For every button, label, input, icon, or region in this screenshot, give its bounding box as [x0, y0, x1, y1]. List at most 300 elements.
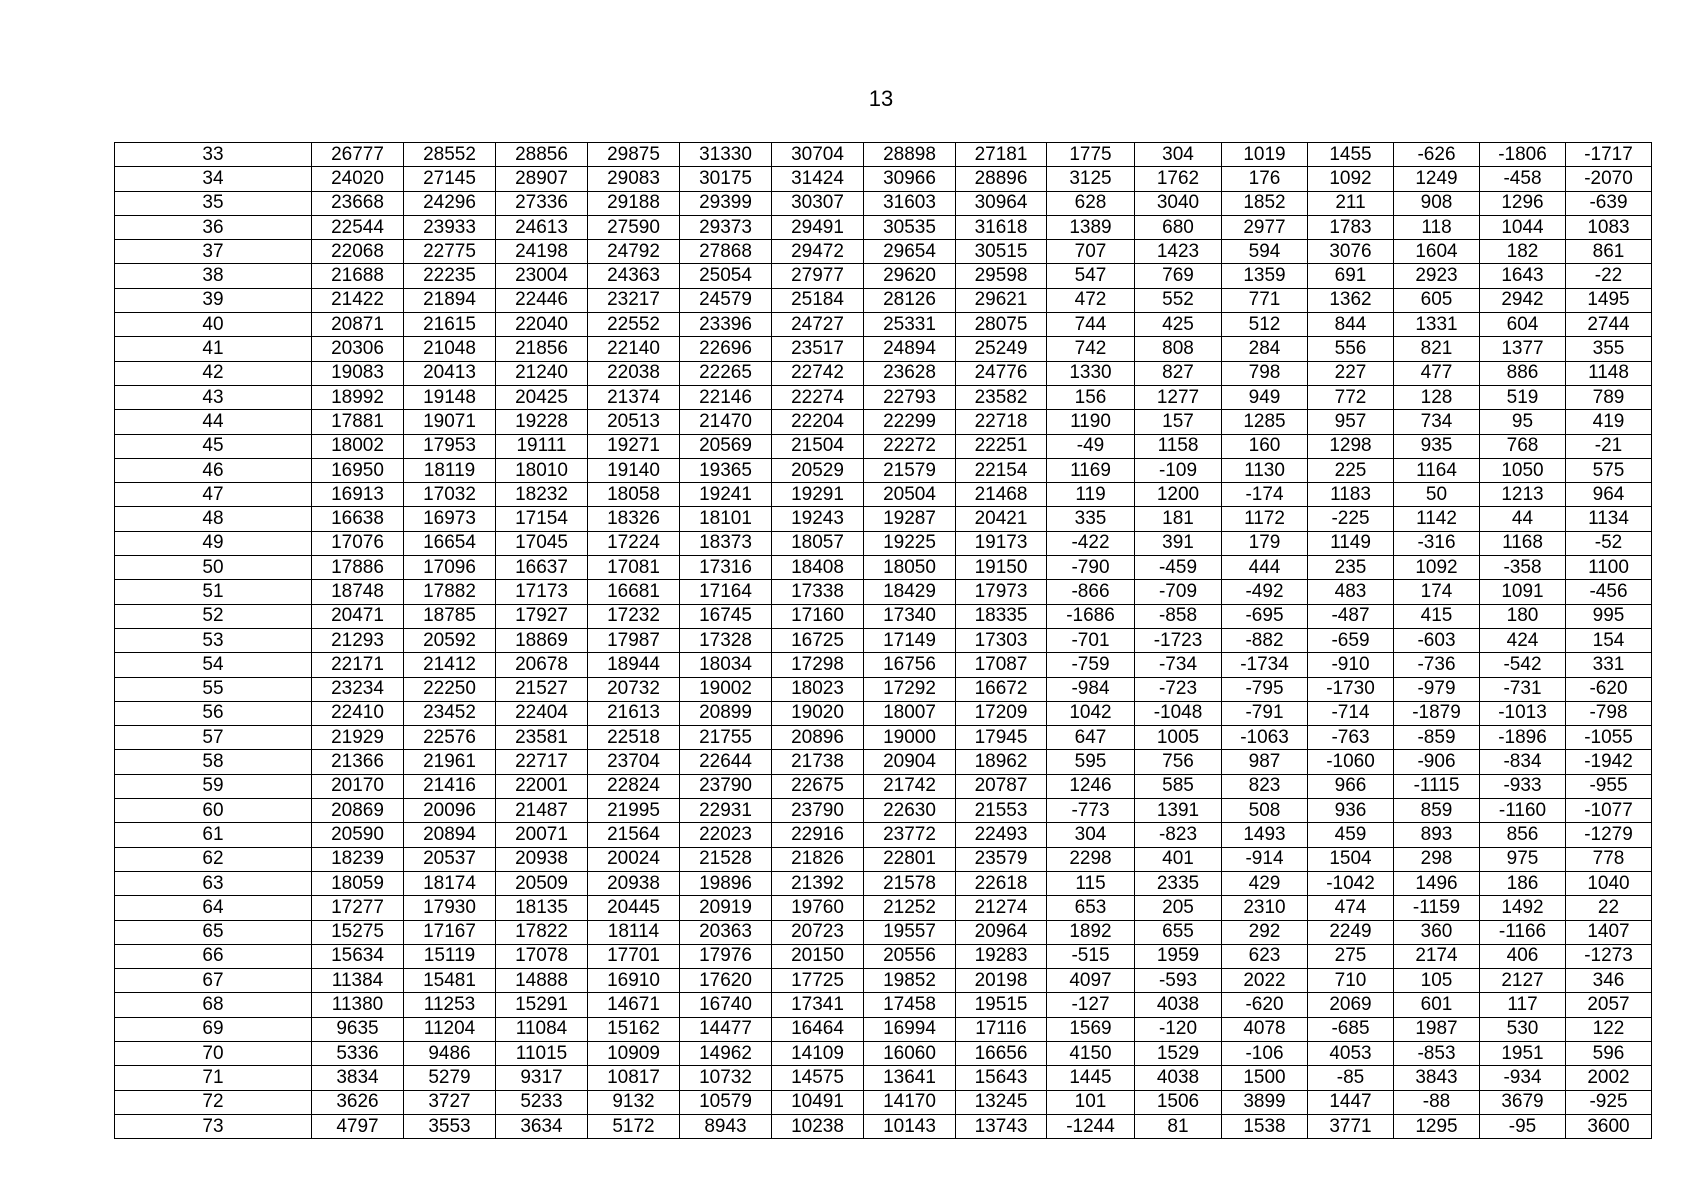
table-cell: -723	[1135, 677, 1222, 701]
row-index-cell: 47	[115, 483, 312, 507]
table-cell: 4150	[1047, 1041, 1135, 1065]
table-cell: 17303	[956, 628, 1047, 652]
table-cell: -790	[1047, 556, 1135, 580]
table-cell: 24198	[496, 240, 588, 264]
table-cell: 15634	[312, 944, 404, 968]
table-cell: -659	[1308, 628, 1394, 652]
table-cell: 798	[1222, 361, 1308, 385]
table-cell: 24020	[312, 167, 404, 191]
table-cell: 24894	[864, 337, 956, 361]
table-cell: 3843	[1394, 1066, 1480, 1090]
table-cell: 1496	[1394, 871, 1480, 895]
table-cell: 23217	[588, 288, 680, 312]
table-cell: 16994	[864, 1017, 956, 1041]
table-cell: 18174	[404, 871, 496, 895]
table-cell: 19111	[496, 434, 588, 458]
table-cell: 547	[1047, 264, 1135, 288]
table-cell: 118	[1394, 215, 1480, 239]
table-cell: -759	[1047, 653, 1135, 677]
table-cell: 22299	[864, 410, 956, 434]
table-cell: 16464	[772, 1017, 864, 1041]
table-cell: 22023	[680, 823, 772, 847]
table-cell: 14888	[496, 969, 588, 993]
row-index-cell: 62	[115, 847, 312, 871]
table-cell: 20919	[680, 896, 772, 920]
table-cell: 25184	[772, 288, 864, 312]
table-cell: 22717	[496, 750, 588, 774]
table-cell: 17341	[772, 993, 864, 1017]
table-cell: 4038	[1135, 1066, 1222, 1090]
table-cell: 18119	[404, 458, 496, 482]
table-cell: 21504	[772, 434, 864, 458]
table-cell: 20198	[956, 969, 1047, 993]
table-cell: 28898	[864, 143, 956, 167]
table-cell: -731	[1480, 677, 1566, 701]
table-cell: -22	[1566, 264, 1652, 288]
table-cell: 19148	[404, 385, 496, 409]
table-cell: -49	[1047, 434, 1135, 458]
table-cell: 21929	[312, 726, 404, 750]
table-cell: 115	[1047, 871, 1135, 895]
table-cell: 1050	[1480, 458, 1566, 482]
table-cell: -1160	[1480, 799, 1566, 823]
table-cell: 20871	[312, 313, 404, 337]
table-cell: 21470	[680, 410, 772, 434]
table-cell: 19760	[772, 896, 864, 920]
table-row	[115, 677, 1652, 701]
table-cell: 22001	[496, 774, 588, 798]
table-cell: 25054	[680, 264, 772, 288]
table-cell: 1445	[1047, 1066, 1135, 1090]
table-cell: 28907	[496, 167, 588, 191]
table-cell: 11380	[312, 993, 404, 1017]
table-cell: -639	[1566, 191, 1652, 215]
table-cell: 29875	[588, 143, 680, 167]
table-cell: 18373	[680, 531, 772, 555]
table-cell: 18326	[588, 507, 680, 531]
table-cell: 1330	[1047, 361, 1135, 385]
table-cell: 18239	[312, 847, 404, 871]
table-cell: -736	[1394, 653, 1480, 677]
table-cell: -914	[1222, 847, 1308, 871]
table-cell: 17338	[772, 580, 864, 604]
table-cell: 1455	[1308, 143, 1394, 167]
table-cell: 772	[1308, 385, 1394, 409]
table-cell: 10732	[680, 1066, 772, 1090]
row-index-cell: 50	[115, 556, 312, 580]
table-cell: 20899	[680, 701, 772, 725]
table-cell: -1159	[1394, 896, 1480, 920]
table-cell: 10817	[588, 1066, 680, 1090]
table-cell: 11015	[496, 1041, 588, 1065]
table-cell: -1896	[1480, 726, 1566, 750]
table-cell: 17987	[588, 628, 680, 652]
table-cell: 21274	[956, 896, 1047, 920]
table-cell: 778	[1566, 847, 1652, 871]
table-row	[115, 774, 1652, 798]
table-cell: 24363	[588, 264, 680, 288]
table-cell: 225	[1308, 458, 1394, 482]
table-cell: -823	[1135, 823, 1222, 847]
table-row	[115, 628, 1652, 652]
table-cell: 20787	[956, 774, 1047, 798]
table-cell: 22446	[496, 288, 588, 312]
table-cell: 304	[1135, 143, 1222, 167]
table-cell: 575	[1566, 458, 1652, 482]
table-cell: 18101	[680, 507, 772, 531]
table-cell: 3553	[404, 1114, 496, 1138]
table-cell: 18059	[312, 871, 404, 895]
table-cell: 406	[1480, 944, 1566, 968]
table-cell: 605	[1394, 288, 1480, 312]
table-row	[115, 823, 1652, 847]
table-cell: -620	[1566, 677, 1652, 701]
table-cell: 29654	[864, 240, 956, 264]
table-cell: 17340	[864, 604, 956, 628]
table-cell: 474	[1308, 896, 1394, 920]
table-row	[115, 434, 1652, 458]
table-row	[115, 313, 1652, 337]
table-cell: 19852	[864, 969, 956, 993]
table-cell: 995	[1566, 604, 1652, 628]
table-cell: 27977	[772, 264, 864, 288]
table-cell: 17032	[404, 483, 496, 507]
table-cell: 707	[1047, 240, 1135, 264]
table-cell: 17045	[496, 531, 588, 555]
table-cell: 20723	[772, 920, 864, 944]
table-cell: 691	[1308, 264, 1394, 288]
table-cell: 401	[1135, 847, 1222, 871]
table-cell: 23581	[496, 726, 588, 750]
table-cell: 28896	[956, 167, 1047, 191]
table-cell: 20537	[404, 847, 496, 871]
table-cell: 117	[1480, 993, 1566, 1017]
table-cell: 552	[1135, 288, 1222, 312]
table-cell: 1331	[1394, 313, 1480, 337]
table-cell: 14962	[680, 1041, 772, 1065]
table-cell: 30966	[864, 167, 956, 191]
table-cell: 298	[1394, 847, 1480, 871]
table-cell: 21422	[312, 288, 404, 312]
table-cell: 17096	[404, 556, 496, 580]
table-cell: 1298	[1308, 434, 1394, 458]
table-cell: 18050	[864, 556, 956, 580]
table-cell: 893	[1394, 823, 1480, 847]
table-cell: 1389	[1047, 215, 1135, 239]
table-cell: -955	[1566, 774, 1652, 798]
table-cell: 31603	[864, 191, 956, 215]
table-cell: 18992	[312, 385, 404, 409]
table-cell: 21048	[404, 337, 496, 361]
table-cell: 3834	[312, 1066, 404, 1090]
table-cell: -910	[1308, 653, 1394, 677]
table-cell: -1063	[1222, 726, 1308, 750]
table-cell: 1044	[1480, 215, 1566, 239]
table-cell: 827	[1135, 361, 1222, 385]
table-cell: 22576	[404, 726, 496, 750]
table-cell: 235	[1308, 556, 1394, 580]
table-cell: 20504	[864, 483, 956, 507]
table-cell: -979	[1394, 677, 1480, 701]
table-cell: 21374	[588, 385, 680, 409]
table-cell: -709	[1135, 580, 1222, 604]
table-cell: -695	[1222, 604, 1308, 628]
table-row	[115, 847, 1652, 871]
table-cell: 13743	[956, 1114, 1047, 1138]
table-cell: -1055	[1566, 726, 1652, 750]
table-cell: -1279	[1566, 823, 1652, 847]
table-cell: 22154	[956, 458, 1047, 482]
table-cell: -701	[1047, 628, 1135, 652]
table-cell: 19291	[772, 483, 864, 507]
table-cell: 27336	[496, 191, 588, 215]
table-cell: -882	[1222, 628, 1308, 652]
table-cell: -492	[1222, 580, 1308, 604]
table-cell: -791	[1222, 701, 1308, 725]
table-cell: 21564	[588, 823, 680, 847]
table-cell: 3626	[312, 1090, 404, 1114]
table-cell: 18785	[404, 604, 496, 628]
table-cell: 22146	[680, 385, 772, 409]
table-cell: 594	[1222, 240, 1308, 264]
table-cell: 20938	[588, 871, 680, 895]
table-cell: 18034	[680, 653, 772, 677]
table-cell: 1172	[1222, 507, 1308, 531]
table-cell: 1504	[1308, 847, 1394, 871]
table-row	[115, 215, 1652, 239]
table-cell: 20363	[680, 920, 772, 944]
table-cell: 22274	[772, 385, 864, 409]
table-cell: 1091	[1480, 580, 1566, 604]
table-cell: 419	[1566, 410, 1652, 434]
table-cell: 710	[1308, 969, 1394, 993]
table-cell: 585	[1135, 774, 1222, 798]
table-cell: -2070	[1566, 167, 1652, 191]
table-cell: 17154	[496, 507, 588, 531]
table-cell: 1040	[1566, 871, 1652, 895]
table-cell: 556	[1308, 337, 1394, 361]
table-cell: 20904	[864, 750, 956, 774]
table-cell: 20513	[588, 410, 680, 434]
table-cell: -795	[1222, 677, 1308, 701]
table-cell: 19083	[312, 361, 404, 385]
table-cell: 20150	[772, 944, 864, 968]
table-cell: 18748	[312, 580, 404, 604]
table-cell: 28075	[956, 313, 1047, 337]
table-cell: 227	[1308, 361, 1394, 385]
table-cell: 16950	[312, 458, 404, 482]
table-cell: 20894	[404, 823, 496, 847]
row-index-cell: 42	[115, 361, 312, 385]
table-cell: 5172	[588, 1114, 680, 1138]
table-cell: 154	[1566, 628, 1652, 652]
table-cell: 19140	[588, 458, 680, 482]
table-cell: 16656	[956, 1041, 1047, 1065]
table-cell: 17725	[772, 969, 864, 993]
table-cell: -984	[1047, 677, 1135, 701]
table-cell: 935	[1394, 434, 1480, 458]
table-cell: 1493	[1222, 823, 1308, 847]
table-cell: -1013	[1480, 701, 1566, 725]
table-cell: 24727	[772, 313, 864, 337]
table-cell: -109	[1135, 458, 1222, 482]
table-cell: 1500	[1222, 1066, 1308, 1090]
table-cell: -1077	[1566, 799, 1652, 823]
table-cell: 20938	[496, 847, 588, 871]
table-cell: 18002	[312, 434, 404, 458]
table-cell: 19225	[864, 531, 956, 555]
table-cell: -858	[1135, 604, 1222, 628]
table-cell: 25249	[956, 337, 1047, 361]
table-row	[115, 726, 1652, 750]
table-cell: 5279	[404, 1066, 496, 1090]
table-cell: 20732	[588, 677, 680, 701]
table-cell: 22493	[956, 823, 1047, 847]
table-cell: 756	[1135, 750, 1222, 774]
table-cell: 22140	[588, 337, 680, 361]
table-cell: -1717	[1566, 143, 1652, 167]
table-cell: 1495	[1566, 288, 1652, 312]
table-cell: 19287	[864, 507, 956, 531]
table-cell: 20413	[404, 361, 496, 385]
table-cell: -1042	[1308, 871, 1394, 895]
table-cell: 211	[1308, 191, 1394, 215]
table-cell: 1158	[1135, 434, 1222, 458]
table-cell: 17976	[680, 944, 772, 968]
table-cell: -1879	[1394, 701, 1480, 725]
table-cell: 647	[1047, 726, 1135, 750]
table-cell: 1134	[1566, 507, 1652, 531]
table-cell: -174	[1222, 483, 1308, 507]
table-cell: 1148	[1566, 361, 1652, 385]
table-cell: 20509	[496, 871, 588, 895]
table-cell: 14109	[772, 1041, 864, 1065]
table-cell: 22038	[588, 361, 680, 385]
table-cell: 27181	[956, 143, 1047, 167]
table-cell: 3679	[1480, 1090, 1566, 1114]
table-cell: 975	[1480, 847, 1566, 871]
table-cell: 335	[1047, 507, 1135, 531]
table-cell: 472	[1047, 288, 1135, 312]
table-cell: 21615	[404, 313, 496, 337]
table-cell: 22801	[864, 847, 956, 871]
table-cell: 2249	[1308, 920, 1394, 944]
table-cell: 859	[1394, 799, 1480, 823]
table-cell: 16638	[312, 507, 404, 531]
table-cell: 16060	[864, 1041, 956, 1065]
table-cell: 425	[1135, 313, 1222, 337]
table-cell: -456	[1566, 580, 1652, 604]
table-cell: 1506	[1135, 1090, 1222, 1114]
table-cell: 21738	[772, 750, 864, 774]
table-cell: 23790	[772, 799, 864, 823]
table-cell: 17116	[956, 1017, 1047, 1041]
table-cell: 17298	[772, 653, 864, 677]
table-cell: 20964	[956, 920, 1047, 944]
table-cell: 18010	[496, 458, 588, 482]
table-cell: 1200	[1135, 483, 1222, 507]
table-cell: 23933	[404, 215, 496, 239]
table-cell: -866	[1047, 580, 1135, 604]
table-cell: -714	[1308, 701, 1394, 725]
table-row	[115, 993, 1652, 1017]
table-cell: 19150	[956, 556, 1047, 580]
table-cell: 18429	[864, 580, 956, 604]
table-cell: 331	[1566, 653, 1652, 677]
table-cell: 21755	[680, 726, 772, 750]
table-cell: 16913	[312, 483, 404, 507]
table-cell: 1169	[1047, 458, 1135, 482]
table-cell: 17882	[404, 580, 496, 604]
table-cell: 20678	[496, 653, 588, 677]
table-cell: 18007	[864, 701, 956, 725]
table-cell: 17224	[588, 531, 680, 555]
table-row	[115, 1066, 1652, 1090]
table-cell: 29399	[680, 191, 772, 215]
table-cell: 1164	[1394, 458, 1480, 482]
table-cell: 949	[1222, 385, 1308, 409]
table-cell: -542	[1480, 653, 1566, 677]
table-cell: 21527	[496, 677, 588, 701]
table-cell: 2310	[1222, 896, 1308, 920]
table-cell: 768	[1480, 434, 1566, 458]
table-cell: 17277	[312, 896, 404, 920]
table-cell: 31424	[772, 167, 864, 191]
table-cell: 122	[1566, 1017, 1652, 1041]
table-cell: 15119	[404, 944, 496, 968]
table-cell: 17822	[496, 920, 588, 944]
table-cell: 21252	[864, 896, 956, 920]
table-cell: 17328	[680, 628, 772, 652]
table-cell: 530	[1480, 1017, 1566, 1041]
table-cell: 23452	[404, 701, 496, 725]
table-cell: 21578	[864, 871, 956, 895]
table-cell: -1686	[1047, 604, 1135, 628]
table-cell: -593	[1135, 969, 1222, 993]
table-cell: 17973	[956, 580, 1047, 604]
table-cell: 1492	[1480, 896, 1566, 920]
row-index-cell: 34	[115, 167, 312, 191]
table-cell: 15275	[312, 920, 404, 944]
table-cell: 17149	[864, 628, 956, 652]
table-row	[115, 556, 1652, 580]
table-cell: 1852	[1222, 191, 1308, 215]
table-cell: 4797	[312, 1114, 404, 1138]
table-cell: 964	[1566, 483, 1652, 507]
table-cell: 17458	[864, 993, 956, 1017]
table-cell: 20896	[772, 726, 864, 750]
table-cell: 181	[1135, 507, 1222, 531]
table-cell: 13641	[864, 1066, 956, 1090]
table-cell: 22171	[312, 653, 404, 677]
table-cell: 508	[1222, 799, 1308, 823]
table-cell: 182	[1480, 240, 1566, 264]
row-index-cell: 55	[115, 677, 312, 701]
table-cell: 20869	[312, 799, 404, 823]
table-cell: 22696	[680, 337, 772, 361]
table-cell: 14477	[680, 1017, 772, 1041]
table-cell: 28856	[496, 143, 588, 167]
table-cell: 21856	[496, 337, 588, 361]
table-row	[115, 896, 1652, 920]
table-cell: 22040	[496, 313, 588, 337]
table-cell: 22824	[588, 774, 680, 798]
table-cell: 17173	[496, 580, 588, 604]
table-cell: 1295	[1394, 1114, 1480, 1138]
table-row	[115, 871, 1652, 895]
table-cell: 21961	[404, 750, 496, 774]
data-table	[114, 142, 1652, 1139]
